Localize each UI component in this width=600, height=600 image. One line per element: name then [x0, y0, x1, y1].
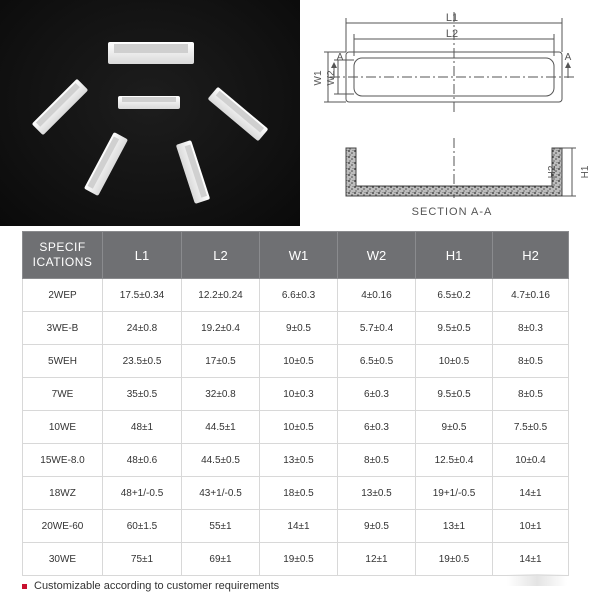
cell-w2: 4±0.16: [338, 279, 416, 312]
cell-w1: 13±0.5: [260, 444, 338, 477]
table-row: [23, 279, 569, 312]
dim-label-w1: W1: [313, 70, 324, 86]
cell-h2: 8±0.5: [493, 345, 569, 378]
cell-l1: 24±0.8: [103, 312, 182, 345]
cell-h1: 19±0.5: [416, 543, 493, 576]
cell-model: 3WE-B: [23, 312, 103, 345]
ceramic-boat-bottom-left: [84, 132, 128, 196]
dim-label-l1: L1: [445, 12, 459, 24]
cell-h2: 14±1: [493, 477, 569, 510]
cell-h1: 12.5±0.4: [416, 444, 493, 477]
cell-model: 7WE: [23, 378, 103, 411]
watermark-smudge: [507, 574, 567, 586]
table-row: [23, 312, 569, 345]
cell-h2: 10±0.4: [493, 444, 569, 477]
table-row: [23, 510, 569, 543]
cell-l1: 48±1: [103, 411, 182, 444]
cell-w1: 10±0.3: [260, 378, 338, 411]
cell-l1: 35±0.5: [103, 378, 182, 411]
cell-w2: 6.5±0.5: [338, 345, 416, 378]
ceramic-boat-left: [32, 79, 89, 136]
section-mark-right: A: [564, 52, 572, 63]
cell-model: 20WE-60: [23, 510, 103, 543]
ceramic-boat-bottom-right: [176, 140, 210, 204]
technical-drawing: [300, 0, 600, 226]
cell-l1: 17.5±0.34: [103, 279, 182, 312]
bullet-square-icon: [22, 584, 27, 589]
cell-w1: 18±0.5: [260, 477, 338, 510]
cell-w1: 10±0.5: [260, 345, 338, 378]
cell-w1: 9±0.5: [260, 312, 338, 345]
cell-w1: 14±1: [260, 510, 338, 543]
header-l2: L2: [182, 232, 260, 279]
table-row: [23, 411, 569, 444]
dim-label-h2: H2: [547, 165, 558, 179]
cell-w1: 6.6±0.3: [260, 279, 338, 312]
cell-h2: 10±1: [493, 510, 569, 543]
cell-l1: 23.5±0.5: [103, 345, 182, 378]
ceramic-boat-middle: [118, 96, 180, 109]
cell-l2: 43+1/-0.5: [182, 477, 260, 510]
cell-h2: 8±0.3: [493, 312, 569, 345]
cell-h2: 8±0.5: [493, 378, 569, 411]
cell-l2: 19.2±0.4: [182, 312, 260, 345]
footer-note-text: Customizable according to customer requirements: [34, 580, 280, 592]
cell-h1: 10±0.5: [416, 345, 493, 378]
cell-l2: 17±0.5: [182, 345, 260, 378]
product-photo: [0, 0, 300, 226]
table-row: [23, 543, 569, 576]
cell-w2: 13±0.5: [338, 477, 416, 510]
dim-label-l2: L2: [445, 28, 459, 40]
cell-model: 2WEP: [23, 279, 103, 312]
cell-l2: 32±0.8: [182, 378, 260, 411]
header-l1: L1: [103, 232, 182, 279]
cell-w1: 10±0.5: [260, 411, 338, 444]
table-row: [23, 378, 569, 411]
header-w2: W2: [338, 232, 416, 279]
header-specifications-line2: ICATIONS: [32, 255, 93, 269]
cell-model: 30WE: [23, 543, 103, 576]
cell-w2: 6±0.3: [338, 378, 416, 411]
header-w1: W1: [260, 232, 338, 279]
section-caption: SECTION A-A: [411, 206, 493, 218]
cell-l2: 44.5±1: [182, 411, 260, 444]
cell-model: 10WE: [23, 411, 103, 444]
cell-h1: 9.5±0.5: [416, 378, 493, 411]
cell-model: 5WEH: [23, 345, 103, 378]
section-mark-left: A: [336, 52, 344, 63]
cell-w2: 5.7±0.4: [338, 312, 416, 345]
cell-h1: 19+1/-0.5: [416, 477, 493, 510]
cell-h1: 13±1: [416, 510, 493, 543]
cell-h2: 14±1: [493, 543, 569, 576]
ceramic-boats-illustration: [0, 0, 300, 226]
cell-l1: 75±1: [103, 543, 182, 576]
cell-w2: 8±0.5: [338, 444, 416, 477]
specifications-table: [22, 231, 569, 576]
dim-label-w2: W2: [326, 70, 337, 86]
header-h2: H2: [493, 232, 569, 279]
cell-l2: 69±1: [182, 543, 260, 576]
table-row: [23, 444, 569, 477]
cell-h1: 6.5±0.2: [416, 279, 493, 312]
header-specifications: [23, 232, 103, 279]
header-specifications-line1: SPECIF: [39, 240, 86, 254]
cell-h1: 9±0.5: [416, 411, 493, 444]
cell-h2: 7.5±0.5: [493, 411, 569, 444]
cell-l1: 60±1.5: [103, 510, 182, 543]
table-header-row: [23, 232, 569, 279]
table-row: [23, 345, 569, 378]
cell-h1: 9.5±0.5: [416, 312, 493, 345]
section-profile: [346, 148, 562, 196]
table-body: [23, 279, 569, 576]
ceramic-boat-right: [208, 87, 269, 142]
cell-l2: 55±1: [182, 510, 260, 543]
cell-l2: 12.2±0.24: [182, 279, 260, 312]
dimension-drawing-svg: [300, 0, 600, 226]
cell-w2: 9±0.5: [338, 510, 416, 543]
cell-model: 18WZ: [23, 477, 103, 510]
table-row: [23, 477, 569, 510]
cell-w1: 19±0.5: [260, 543, 338, 576]
ceramic-boat-top: [108, 42, 194, 64]
cell-l1: 48+1/-0.5: [103, 477, 182, 510]
header-h1: H1: [416, 232, 493, 279]
cell-w2: 6±0.3: [338, 411, 416, 444]
dim-label-h1: H1: [580, 165, 591, 179]
footer-note: [22, 580, 279, 592]
cell-model: 15WE-8.0: [23, 444, 103, 477]
cell-l1: 48±0.6: [103, 444, 182, 477]
cell-l2: 44.5±0.5: [182, 444, 260, 477]
cell-w2: 12±1: [338, 543, 416, 576]
cell-h2: 4.7±0.16: [493, 279, 569, 312]
